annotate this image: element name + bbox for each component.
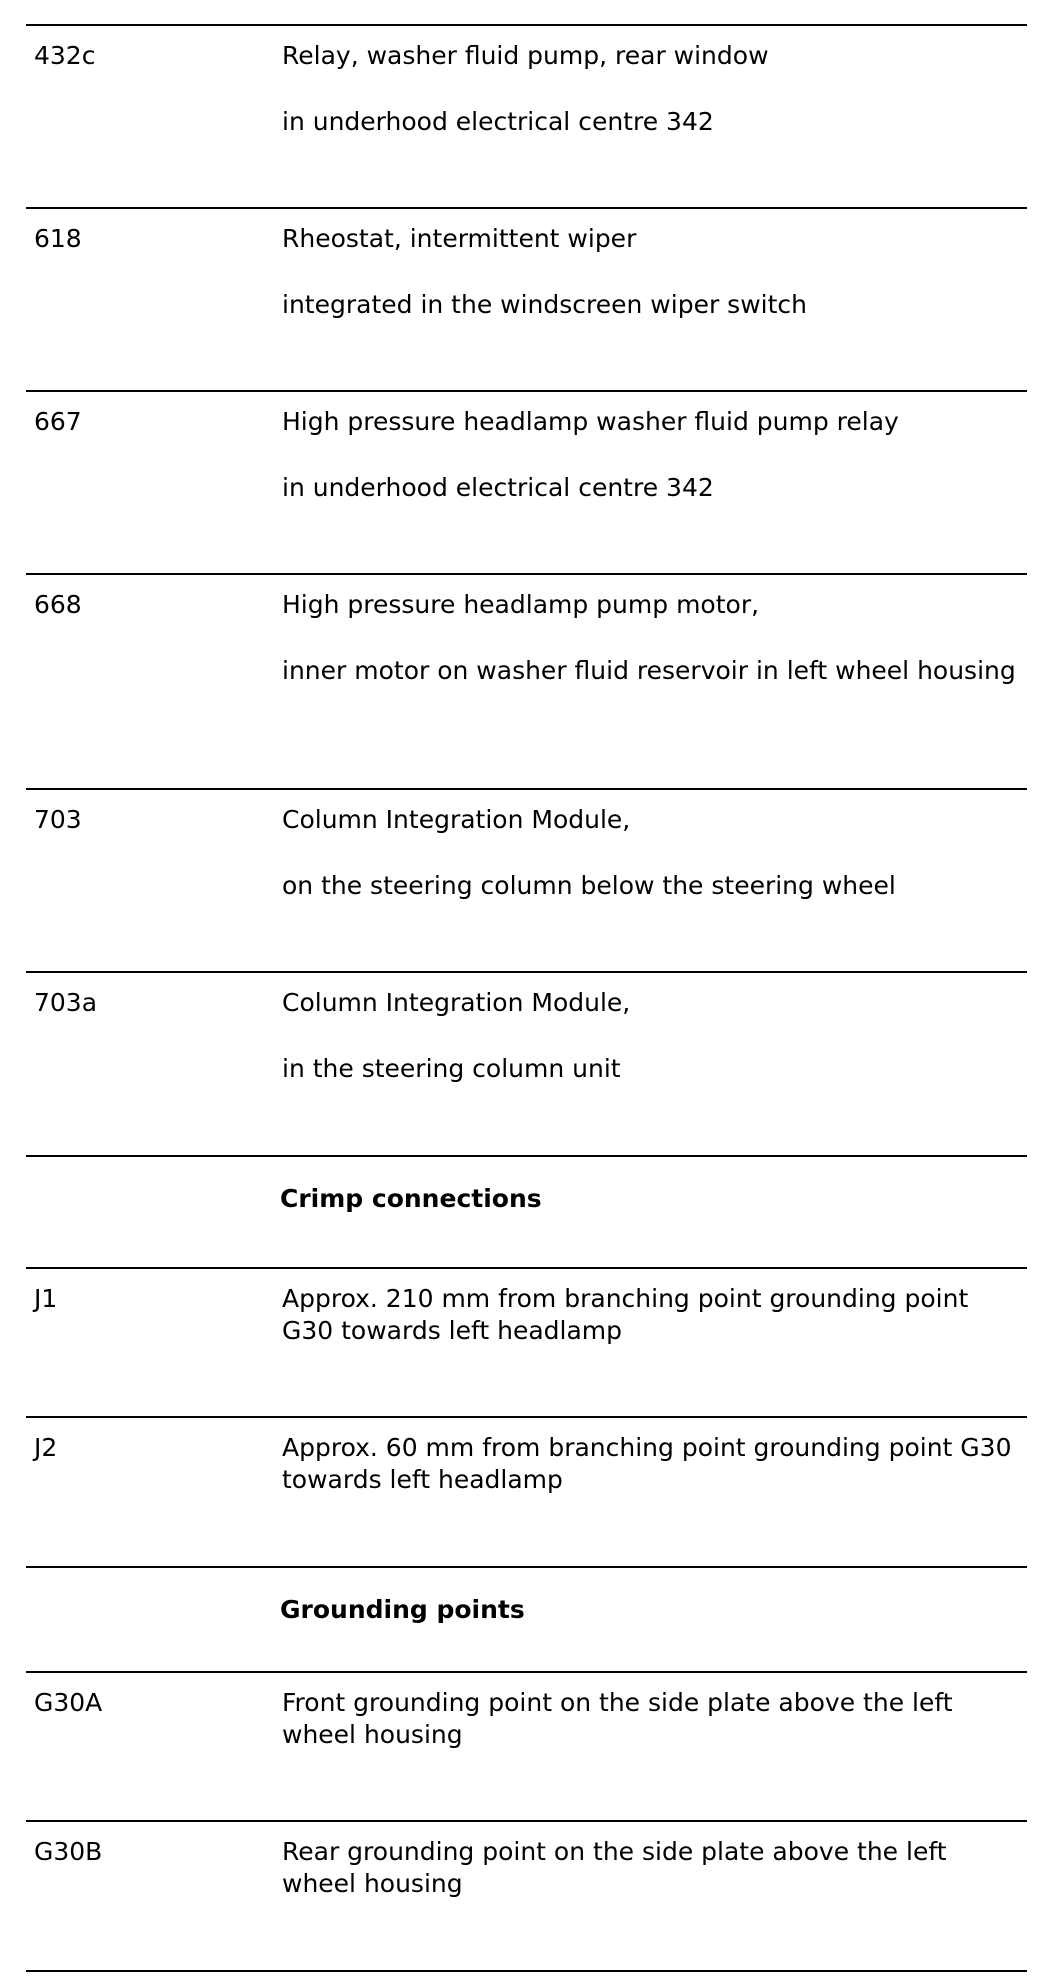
connection-description: Approx. 60 mm from branching point grounding point G30 towards left headlamp (282, 1433, 1012, 1494)
description-line: Column Integration Module, (282, 988, 631, 1017)
table-row (26, 24, 1027, 207)
connection-code: J2 (34, 1433, 58, 1462)
section-heading-row (26, 1155, 1027, 1267)
location-line: integrated in the windscreen wiper switch (282, 290, 807, 319)
description-line: High pressure headlamp pump motor, (282, 590, 760, 619)
component-code: 668 (34, 590, 82, 619)
location-line: on the steering column below the steering wheel (282, 871, 896, 900)
component-description (282, 406, 1022, 504)
table-row (26, 1671, 1027, 1820)
table-bottom-rule (26, 1970, 1027, 1972)
component-code: 667 (34, 407, 82, 436)
connection-code: J1 (34, 1284, 58, 1313)
section-heading-row (26, 1566, 1027, 1671)
table-row (26, 207, 1027, 390)
component-description (282, 987, 1022, 1085)
component-code: 703a (34, 988, 98, 1017)
table-row (26, 971, 1027, 1155)
component-code: 703 (34, 805, 82, 834)
description-line: High pressure headlamp washer fluid pump relay (282, 407, 899, 436)
component-code: 618 (34, 224, 82, 253)
location-line: in underhood electrical centre 342 (282, 473, 714, 502)
table-row (26, 390, 1027, 573)
component-description (282, 223, 1022, 321)
location-line: in underhood electrical centre 342 (282, 107, 714, 136)
component-description (282, 589, 1022, 687)
description-line: Column Integration Module, (282, 805, 631, 834)
table-row (26, 788, 1027, 971)
section-heading-grounding: Grounding points (280, 1595, 525, 1624)
section-heading-crimp: Crimp connections (280, 1184, 542, 1213)
component-description (282, 804, 1022, 902)
table-row (26, 1820, 1027, 1970)
grounding-description: Front grounding point on the side plate above the left wheel housing (282, 1688, 953, 1749)
location-line: in the steering column unit (282, 1054, 621, 1083)
connection-description: Approx. 210 mm from branching point grounding point G30 towards left headlamp (282, 1284, 969, 1345)
component-table (26, 24, 1027, 1972)
table-row (26, 1416, 1027, 1566)
component-code: 432c (34, 41, 96, 70)
location-line: inner motor on washer fluid reservoir in left wheel housing (282, 656, 1016, 685)
table-row (26, 573, 1027, 788)
table-row (26, 1267, 1027, 1416)
grounding-code: G30B (34, 1837, 103, 1866)
grounding-code: G30A (34, 1688, 103, 1717)
description-line: Relay, washer fluid pump, rear window (282, 41, 769, 70)
component-description (282, 40, 1022, 138)
grounding-description: Rear grounding point on the side plate above the left wheel housing (282, 1837, 947, 1898)
description-line: Rheostat, intermittent wiper (282, 224, 637, 253)
